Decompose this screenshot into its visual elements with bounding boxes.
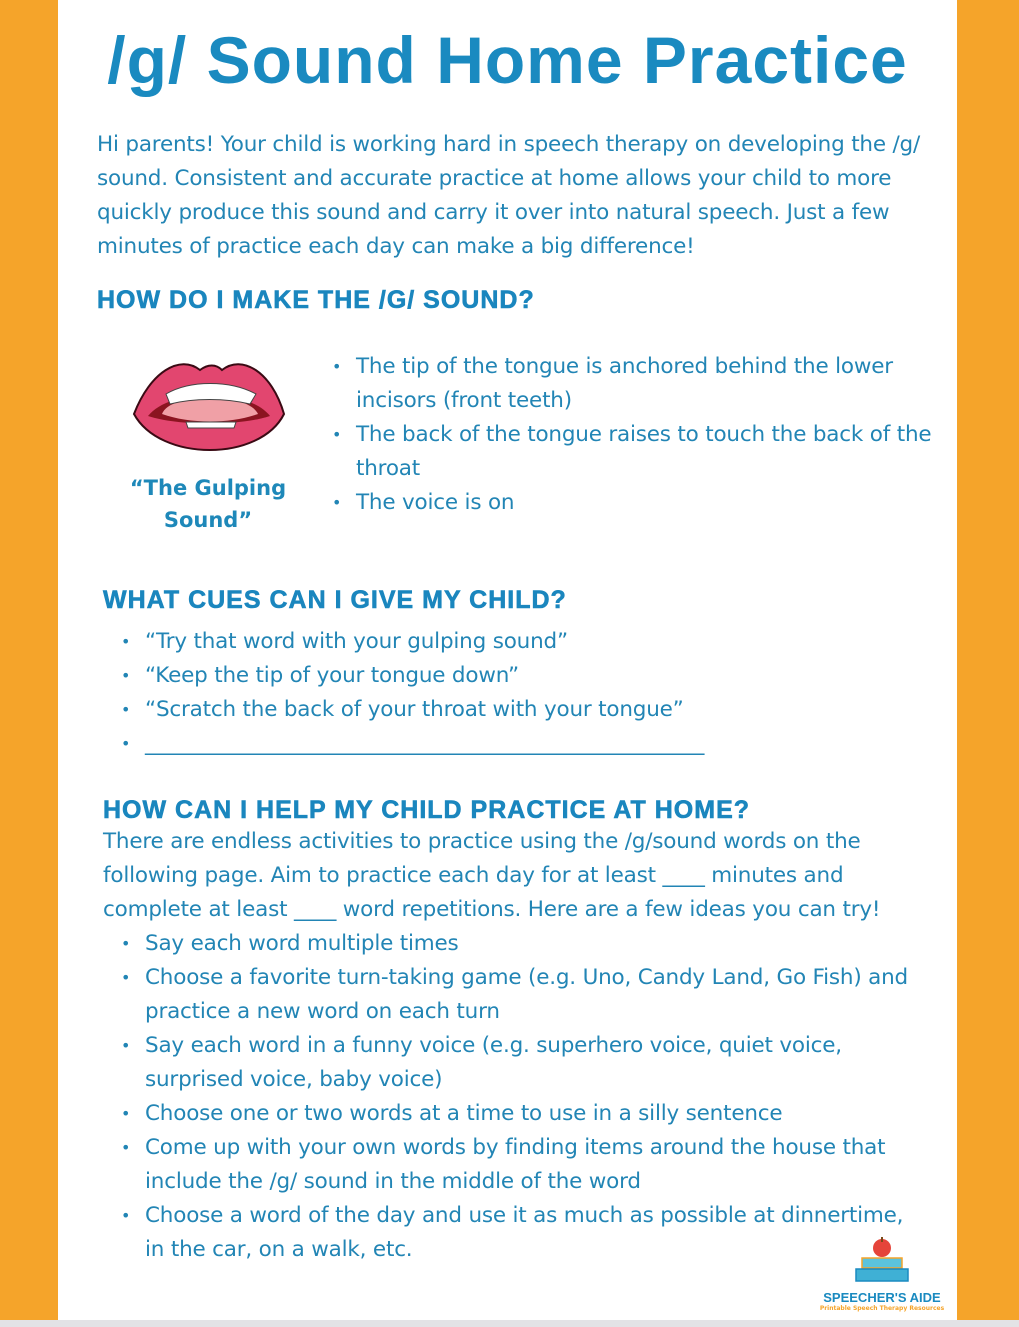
section-heading-practice: HOW CAN I HELP MY CHILD PRACTICE AT HOME? bbox=[103, 796, 751, 824]
bottom-strip bbox=[0, 1320, 1019, 1327]
practice-intro: There are endless activities to practice using the /g/sound words on the following page. Aim to practice each day for at least ____ minutes and complete at least ____ word repetitions. Here are a few ideas you can try! bbox=[103, 829, 881, 922]
make-sound-list bbox=[332, 350, 932, 520]
list-item: • “Scratch the back of your throat with your tongue” bbox=[121, 693, 921, 727]
cues-list bbox=[121, 625, 921, 761]
list-item: • Come up with your own words by finding items around the house that include the /g/ sound in the middle of the word bbox=[121, 1131, 921, 1199]
speechers-aide-logo bbox=[816, 1236, 948, 1312]
list-item: • Say each word in a funny voice (e.g. superhero voice, quiet voice, surprised voice, baby voice) bbox=[121, 1029, 921, 1097]
apple-books-icon bbox=[852, 1236, 912, 1286]
section-heading-cues: WHAT CUES CAN I GIVE MY CHILD? bbox=[103, 586, 567, 614]
mouth-illustration-icon bbox=[130, 352, 288, 464]
practice-ideas-list bbox=[121, 927, 921, 1267]
list-item: • The tip of the tongue is anchored behind the lower incisors (front teeth) bbox=[332, 350, 932, 418]
logo-name: SPEECHER'S AIDE bbox=[823, 1290, 941, 1305]
list-item: • “Keep the tip of your tongue down” bbox=[121, 659, 921, 693]
section-heading-make-sound: HOW DO I MAKE THE /G/ SOUND? bbox=[97, 286, 535, 314]
logo-tagline: Printable Speech Therapy Resources bbox=[819, 1305, 945, 1312]
page-title: /g/ Sound Home Practice bbox=[107, 23, 908, 97]
blank-line: • _____________________________________________________ bbox=[121, 727, 921, 761]
list-item: • The voice is on bbox=[332, 486, 932, 520]
worksheet-page bbox=[58, 0, 957, 1320]
mouth-caption: “The Gulping Sound” bbox=[129, 476, 287, 532]
list-item: • Say each word multiple times bbox=[121, 927, 921, 961]
list-item: • Choose one or two words at a time to use in a silly sentence bbox=[121, 1097, 921, 1131]
list-item: • Choose a favorite turn-taking game (e.g. Uno, Candy Land, Go Fish) and practice a new word on each turn bbox=[121, 961, 921, 1029]
list-item: • The back of the tongue raises to touch the back of the throat bbox=[332, 418, 932, 486]
intro-paragraph: Hi parents! Your child is working hard in speech therapy on developing the /g/ sound. Consistent and accurate practice at home allows your child to more quickly produce this sound and carry it over into natural speech. Just a few minutes of practice each day can make a big difference! bbox=[97, 132, 921, 259]
list-item: • “Try that word with your gulping sound” bbox=[121, 625, 921, 659]
list-item: • Choose a word of the day and use it as much as possible at dinnertime, in the car, on a walk, etc. bbox=[121, 1199, 921, 1267]
